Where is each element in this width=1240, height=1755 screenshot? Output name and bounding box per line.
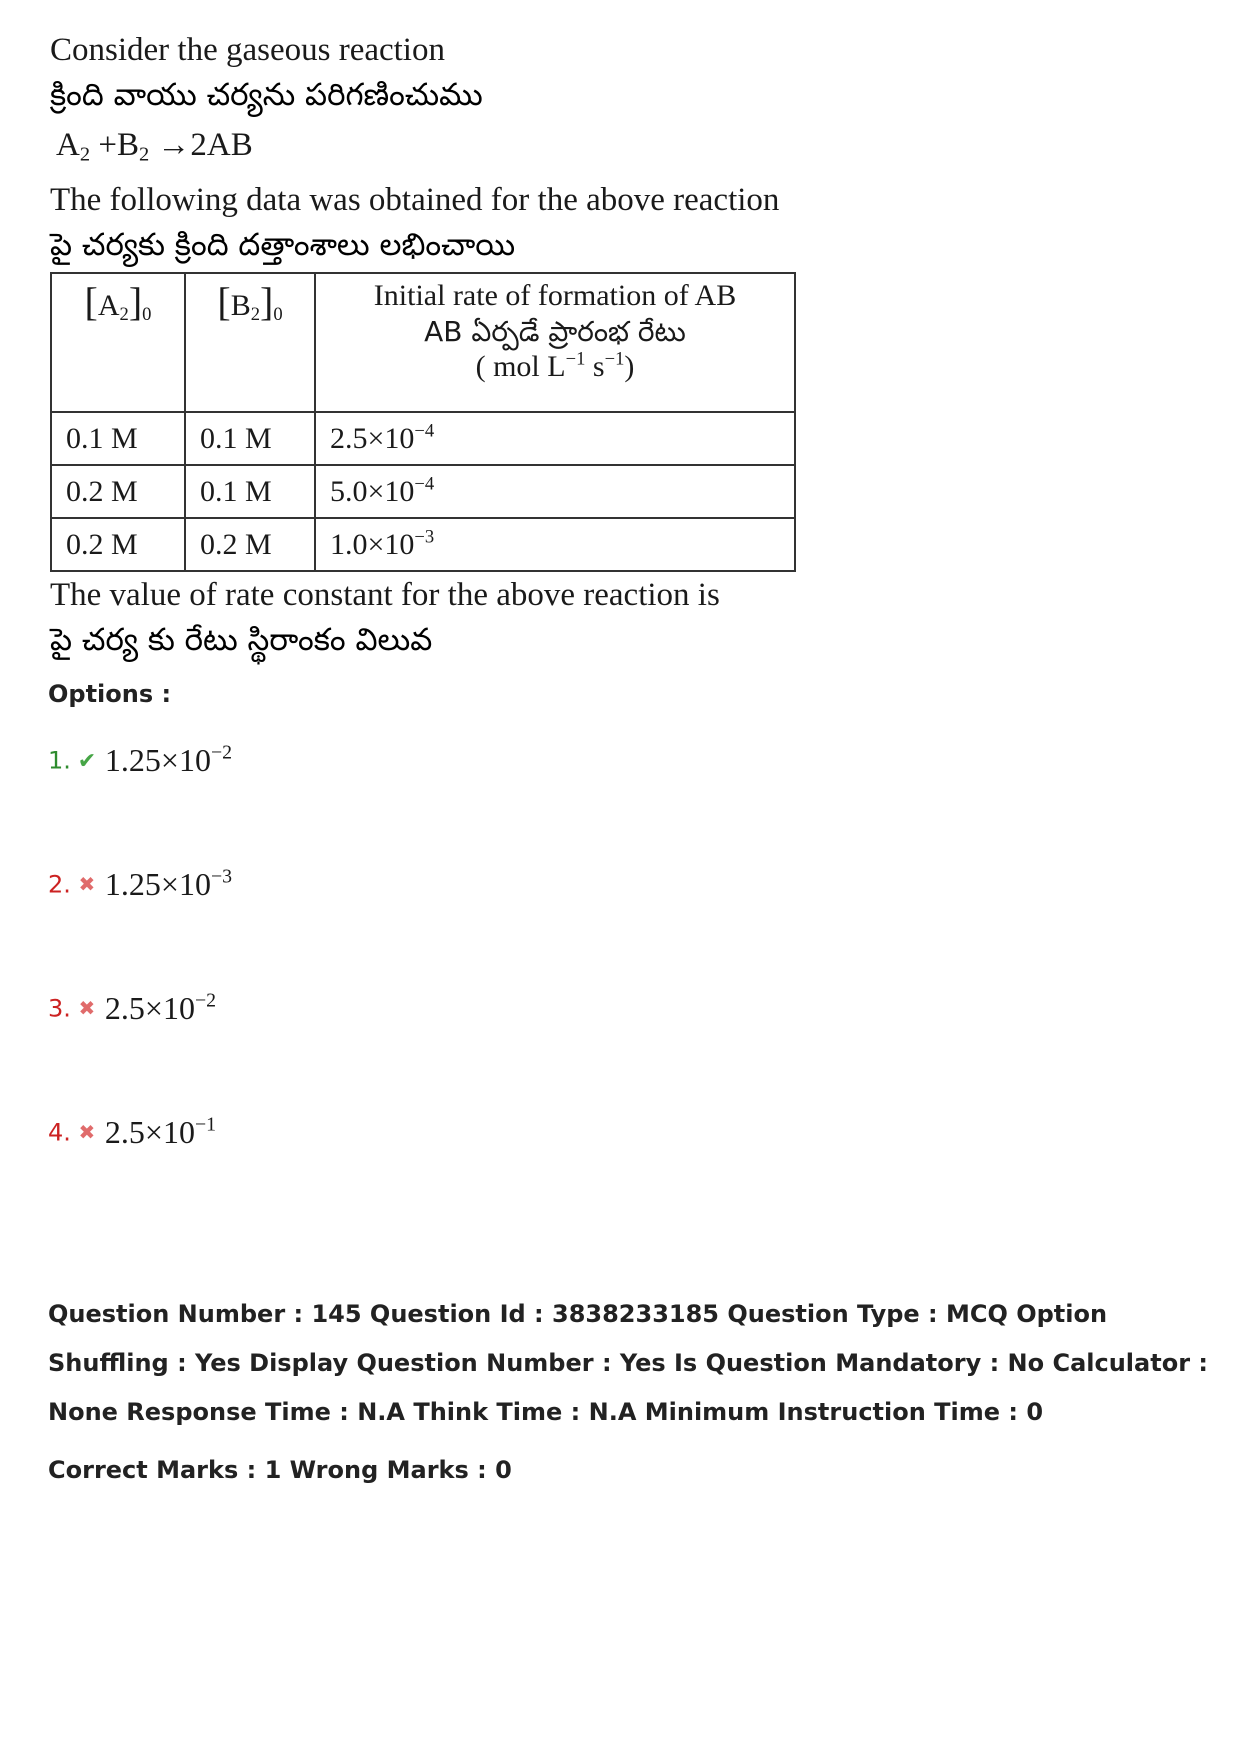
question-intro-en: Consider the gaseous reaction (50, 32, 445, 68)
cross-icon: ✖ (78, 874, 96, 896)
cell-rate: $5.0\times 10^{-4}$ (315, 465, 795, 518)
cell-rate: $2.5\times 10^{-4}$ (315, 412, 795, 465)
header-initial-rate: Initial rate of formation of AB AB ఏర్పడే ప్రారంభ రేటు ( mol $L^{-1}$ $s^{-1}$) (315, 273, 795, 412)
cell-a2: 0.2 M (51, 465, 185, 518)
cell-a2: 0.2 M (51, 518, 185, 571)
option-value: $1.25\times 10^{-2}$ (104, 741, 233, 778)
cross-icon: ✖ (78, 1122, 96, 1144)
option-number: 3. (48, 994, 71, 1023)
option-value: $2.5\times 10^{-2}$ (104, 989, 217, 1026)
cross-icon: ✖ (78, 998, 96, 1020)
question-ask-te: పై చర్య కు రేటు స్థిరాంకం విలువ (50, 622, 433, 658)
data-intro-en: The following data was obtained for the above reaction (50, 182, 780, 218)
question-intro-te: క్రింది వాయు చర్యను పరిగణించుము (50, 77, 483, 113)
table-row (51, 412, 795, 465)
option-value: $1.25\times 10^{-3}$ (104, 865, 233, 902)
option-2[interactable] (48, 866, 232, 903)
option-value: $2.5\times 10^{-1}$ (104, 1113, 217, 1150)
cell-b2: 0.1 M (185, 465, 315, 518)
plus-sign: + (98, 127, 117, 163)
header-a2-concentration: $[A_2]_0$ (51, 273, 185, 412)
option-1[interactable] (48, 742, 232, 779)
check-icon: ✔ (77, 747, 97, 773)
header-b2-concentration: $[B_2]_0$ (185, 273, 315, 412)
arrow: → (157, 127, 191, 163)
cell-b2: 0.2 M (185, 518, 315, 571)
cell-rate: $1.0\times 10^{-3}$ (315, 518, 795, 571)
table-row (51, 465, 795, 518)
question-ask-en: The value of rate constant for the above reaction is (50, 577, 720, 613)
option-number: 2. (48, 870, 71, 899)
option-number: 1. (48, 746, 71, 775)
question-metadata: Question Number : 145 Question Id : 3838233185 Question Type : MCQ Option Shuffling : Yes Display Question Number : Yes Is Question Mandatory : No Calculator : None Response Time : N.A Think Time : N.A Minimum Instruction Time : 0 (48, 1300, 1208, 1426)
reactant-b: $B_2$ (116, 127, 150, 166)
option-3[interactable] (48, 990, 216, 1027)
reactant-a: $A_2$ (56, 127, 91, 166)
product: 2AB (190, 127, 253, 163)
cell-b2: 0.1 M (185, 412, 315, 465)
option-number: 4. (48, 1118, 71, 1147)
data-intro-te: పై చర్యకు క్రింది దత్తాంశాలు లభించాయి (50, 227, 516, 263)
option-4[interactable] (48, 1114, 216, 1151)
options-label: Options : (48, 680, 172, 708)
cell-a2: 0.1 M (51, 412, 185, 465)
table-row (51, 518, 795, 571)
reaction-equation (56, 127, 253, 166)
rate-data-table (50, 272, 796, 572)
marks-info: Correct Marks : 1 Wrong Marks : 0 (48, 1456, 512, 1484)
table-header-row (51, 273, 795, 412)
